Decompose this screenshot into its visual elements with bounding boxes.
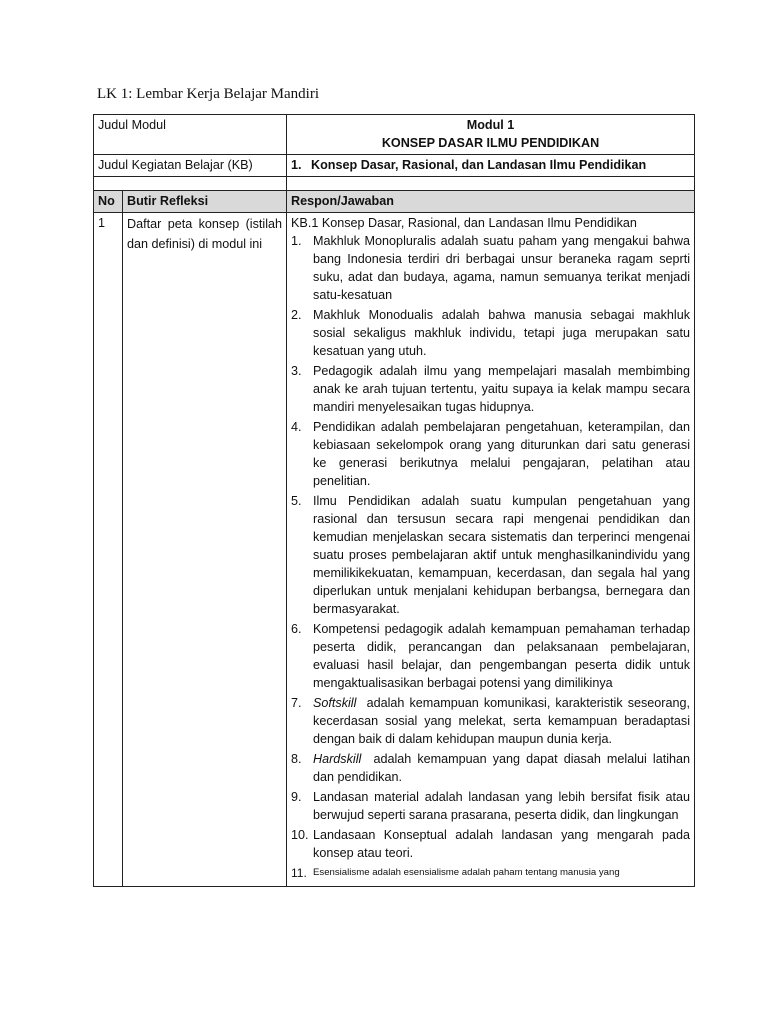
worksheet-table (93, 114, 695, 887)
header-respon: Respon/Jawaban (287, 191, 695, 213)
list-item (291, 694, 694, 748)
row-judul-kb (94, 155, 695, 177)
item-number: 8. (291, 752, 302, 766)
kb-title-cell (287, 155, 695, 177)
item-text: Landasaan Konseptual adalah landasan yang mengarah pada konsep atau teori. (313, 828, 691, 860)
list-item (291, 620, 690, 692)
item-text (313, 750, 694, 786)
list-item (291, 750, 694, 786)
list-item (291, 492, 690, 618)
item-number: 11. (291, 866, 307, 880)
item-number: 7. (291, 696, 302, 710)
judul-modul-label: Judul Modul (94, 115, 287, 155)
definition-list (291, 232, 694, 882)
butir-refleksi: Daftar peta konsep (istilah dan definisi) di modul ini (123, 213, 287, 887)
list-item (291, 864, 690, 882)
kb-heading: KB.1 Konsep Dasar, Rasional, dan Landasan Ilmu Pendidikan (291, 216, 637, 230)
item-text: Makhluk Monopluralis adalah suatu paham yang mengakui bahwa bang Indonesia terdiri dri berbagai unsur beraneka ragam seprti suku, adat dan budaya, agama, namun semuanya terikat menjadi satu-kesatuan (313, 234, 691, 302)
item-text: Pendidikan adalah pembelajaran pengetahuan, keterampilan, dan kebiasaan sekelompok orang yang diturunkan dari satu generasi ke generasi berikutnya melalui pengajaran, pelatihan atau penelitian. (313, 420, 691, 488)
item-number: 10. (291, 828, 309, 842)
list-item (291, 306, 690, 360)
list-item (291, 232, 690, 304)
item-number: 1. (291, 234, 302, 248)
page-title: LK 1: Lembar Kerja Belajar Mandiri (97, 86, 319, 102)
item-text: Makhluk Monodualis adalah bahwa manusia sebagai makhluk sosial sekaligus makhluk individu, tetapi juga merupakan satu kesatuan yang utuh. (313, 308, 691, 358)
item-definition: adalah kemampuan yang dapat diasah melalui latihan dan pendidikan. (313, 752, 694, 784)
item-number: 5. (291, 494, 302, 508)
item-number: 9. (291, 790, 302, 804)
modul-name: KONSEP DASAR ILMU PENDIDIKAN (381, 136, 600, 150)
item-definition: adalah kemampuan komunikasi, karakteristik seseorang, kecerdasan sosial yang melekat, serta kemampuan beradaptasi dengan baik di dalam kehidupan maupun dunia kerja. (313, 696, 694, 746)
item-term: Softskill (313, 696, 357, 710)
item-text: Landasan material adalah landasan yang lebih bersifat fisik atau berwujud seperti sarana prasarana, peserta didik, dan lingkungan (313, 790, 691, 822)
item-text: Pedagogik adalah ilmu yang mempelajari masalah membimbing anak ke arah tujuan tertentu, yaitu supaya ia kelak mampu secara mandiri menyelesaikan tugas hidupnya. (313, 364, 691, 414)
list-item (291, 788, 690, 824)
row-judul-modul (94, 115, 695, 155)
item-number: 3. (291, 364, 302, 378)
table-header-row (94, 191, 695, 213)
item-text: Esensialisme adalah esensialisme adalah paham tentang manusia yang (313, 867, 620, 878)
modul-number: Modul 1 (466, 118, 515, 132)
header-no: No (94, 191, 123, 213)
list-item (291, 826, 690, 862)
table-row (94, 213, 695, 887)
list-item (291, 362, 690, 416)
item-text: Ilmu Pendidikan adalah suatu kumpulan pengetahuan yang rasional dan tersusun secara rapi mengenai pendidikan dan kemudian menjelaskan secara sistematis dan terperinci mengenai suatu proses pembelajaran aktif untuk menghasilkanindividu yang memilikikekuatan, kemampuan, kecerdasan, dan segala hal yang diperlukan untuk menjalani kehidupan berbangsa, bernegara dan bermasyarakat. (313, 494, 691, 616)
row-spacer (94, 177, 695, 191)
kb-number: 1. (291, 158, 302, 172)
list-item (291, 418, 690, 490)
item-number: 2. (291, 308, 302, 322)
header-butir: Butir Refleksi (123, 191, 287, 213)
item-text (313, 694, 694, 748)
judul-kb-label: Judul Kegiatan Belajar (KB) (94, 155, 287, 177)
kb-title: Konsep Dasar, Rasional, dan Landasan Ilmu Pendidikan (311, 158, 647, 172)
respon-cell (287, 213, 695, 887)
item-number: 4. (291, 420, 302, 434)
row-number: 1 (94, 213, 123, 887)
item-term: Hardskill (313, 752, 362, 766)
item-number: 6. (291, 622, 302, 636)
modul-title-cell (287, 115, 695, 155)
item-text: Kompetensi pedagogik adalah kemampuan pemahaman terhadap peserta didik, perancangan dan pelaksanaan pembelajaran, evaluasi hasil belajar, dan pengembangan peserta didik untuk mengaktualisasikan berbagai potensi yang dimilikinya (313, 622, 691, 690)
